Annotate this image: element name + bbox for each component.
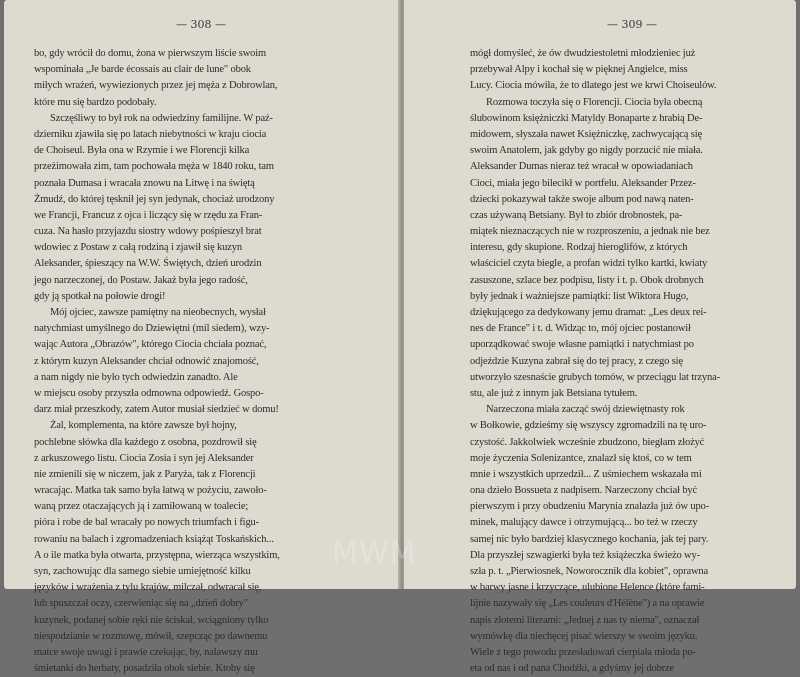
text-line: zasuszone, szlace bez podpisu, listy i t. p. Obok drobnych <box>470 274 704 286</box>
text-line: przeżimowała zim, tam pochowała męża w 1840 roku, tam <box>34 161 274 173</box>
watermark-logo: MWM <box>332 536 417 571</box>
text-line: które mu się bardzo podobały. <box>34 96 157 108</box>
text-line: niespodzianie w rozmowę, mówił, szepcząc po dawnemu <box>34 630 268 642</box>
text-line: midowem, słyszała nawet Księżniczkę, zachwycającą się <box>470 128 702 140</box>
text-line: wdowiec z Postaw z całą rodziną i zjawił się kuzyn <box>34 242 242 254</box>
text-line: a nam nigdy nie było tych odwiedzin zanadto. Ale <box>34 371 238 383</box>
page-number-left: — 308 — <box>176 18 226 31</box>
text-line: natychmiast umyślnego do Dziewiętni (mil siedem), wzy- <box>34 323 270 335</box>
text-line: Żmudź, do której tęsknił jej syn jedynak, chociaż urodzony <box>34 193 275 205</box>
text-line: pióra i robe de bal wracały po nowych triumfach i figu- <box>34 517 260 529</box>
text-line: wracając. Matka tak samo była łatwą w pożyciu, zawoło- <box>34 485 267 497</box>
text-line: poznała Dumasa i wracała znowu na Litwę i na świętą <box>34 177 255 189</box>
text-line: pochlebne słówka dla każdego z osobna, pozdrowił się <box>34 436 257 448</box>
text-line: nes de France" i t. d. Widząc to, mój ojciec postanowił <box>470 323 691 335</box>
page-number-right: — 309 — <box>607 18 657 31</box>
text-line: nie zmienili się w niczem, jak z Paryża, tak z Florencji <box>34 468 256 480</box>
text-line: dziecki pokazywał także swoje album pod nawą naten- <box>470 193 694 205</box>
text-line: Lucy. Ciocia mówiła, że to dlatego jest we krwi Choiseulów. <box>470 80 717 92</box>
text-line: bo, gdy wrócił do domu, żona w pierwszym liście swoim <box>34 48 267 59</box>
text-line: utworzyło szesnaście grubych tomów, w przeciągu lat trzyna- <box>470 371 720 383</box>
text-line: ona dzieło Bossueta z nadpisem. Narzeczony chciał być <box>470 485 698 497</box>
text-line: stu, ale już z innym jak Betsiana tytułem. <box>470 387 638 399</box>
text-line: moje życzenia Solenizantce, znalazł się ktoś, co w tem <box>470 452 692 464</box>
text-line: A o ile matka była otwarta, przystępna, wierząca wszystkim, <box>34 549 280 561</box>
text-line: mnie i wszystkich uprzedził... Z uśmiechem wskazała mi <box>470 468 702 480</box>
text-line: waną przez otaczających ją i zamiłowaną w toalecie; <box>34 501 249 513</box>
text-line: z którym kuzyn Aleksander chciał odnowić znajomość, <box>34 355 259 367</box>
text-line: Cioci, miała jego bilecikł w portfelu. Aleksander Przez- <box>470 177 696 189</box>
text-line: uporządkować swoje własne pamiątki i natychmiast po <box>470 339 694 351</box>
text-line: w Bołkowie, gdzieśmy się wszyscy zgromadzili na tę uro- <box>470 420 707 432</box>
text-line: samej nic było bardziej klasycznego kochania, jak tej pary. <box>470 533 709 545</box>
text-line: Aleksander, śpieszący na W.W. Świętych, dzień urodzin <box>34 258 262 270</box>
text-line: Szczęśliwy to był rok na odwiedziny familijne. W paź- <box>50 112 273 124</box>
text-line: kuzynek, podanej sobie ręki nie ściskał, wciągniony tylko <box>34 614 269 626</box>
text-line: odjeździe Kuzyna zabrał się do tej pracy, z czego się <box>470 355 683 367</box>
text-line: matce swoje uwagi i prawie czekając, by, nalawszy mu <box>34 646 258 658</box>
text-line: ślubowinom księżniczki Matyldy Bonaparte z hrabią De- <box>470 112 703 124</box>
text-line: eta od nas i od pana Chodźki, a gdyśmy jej dobrze <box>470 663 675 675</box>
right-page-text <box>470 46 774 677</box>
text-line: wając Autora „Obrazów", którego Ciocia chciała poznać, <box>34 339 267 351</box>
text-line: Mój ojciec, zawsze pamiętny na nieobecnych, wysłał <box>50 307 266 318</box>
right-page <box>404 0 796 675</box>
text-line: swoim Anatolem, jak gdyby go nigdy porzucić nie miała. <box>470 145 703 157</box>
text-line: właściciel czyta biegle, a profan widzi tylko kartki, kwiaty <box>470 258 708 270</box>
text-line: Narzeczona miała zacząć swój dziewiętnasty rok <box>486 404 685 416</box>
text-line: jego narzeczonej, do Postaw. Jakaż była jego radość, <box>34 274 248 286</box>
text-line: cuza. Na hasło przyjazdu siostry wdowy pośpieszył brat <box>34 226 262 238</box>
text-line: rowaniu na balach i zgromadzeniach książąt Toskańskich... <box>34 533 274 545</box>
text-line: de Choiseul. Była ona w Rzymie i we Florencji kilka <box>34 145 250 157</box>
text-line: gdy ją spotkał na połowie drogi! <box>34 290 166 302</box>
text-line: pierwszym i przy obudzeniu Marynia znalazła już ów upo- <box>470 501 709 513</box>
text-line: przebywał Alpy i kochał się w pięknej Angielce, miss <box>470 64 688 76</box>
text-line: w miejscu osoby przyszła odmowna odpowiedź. Gospo- <box>34 387 264 399</box>
text-line: z arkuszowego listu. Ciocia Zosia i syn jej Aleksander <box>34 452 254 464</box>
text-line: czas używaną Betsiany. Był to zbiór drobnostek, pa- <box>470 209 683 221</box>
text-line: w barwy jasne i krzyczące, ulubione Helence (które fami- <box>470 582 705 594</box>
text-line: minek, malujący dawce i otrzymującą... bo też w rzeczy <box>470 517 698 529</box>
left-page <box>4 0 400 675</box>
text-line: Wiele z tego powodu przesładowań cierpiała młoda po- <box>470 646 696 658</box>
text-line: Rozmowa toczyła się o Florencji. Ciocia była obecną <box>486 96 703 108</box>
text-line: Dla przyszłej szwagierki była też książeczka świeżo wy- <box>470 549 700 561</box>
text-line: interesu, gdy skupione. Rodzaj hieroglifów, z których <box>470 242 688 254</box>
text-line: Aleksander Dumas nieraz też wracał w opowiadaniach <box>470 161 693 173</box>
text-line: języków i wrażenia z tylu krajów, milczał, odwracał się, <box>34 582 262 594</box>
text-line: lub spuszczał oczy, czerwieniąc się na „dzień dobry" <box>34 598 248 610</box>
text-line: miłych wrażeń, wywiezionych przez jej męża z Dobrowlan, <box>34 80 278 92</box>
text-line: napis złotemi literami: „Jednej z nas ty niema", oznaczał <box>470 614 700 626</box>
text-line: we Francji, Francuz z ojca i liczący się w rzędu za Fran- <box>34 209 263 221</box>
text-line: miątek nieznaczących nie w rozproszeniu, a jednak nie bez <box>470 226 710 238</box>
left-page-text <box>34 46 374 677</box>
text-line: mógł domyśleć, że ów dwudziestoletni młodzieniec już <box>470 48 696 59</box>
text-line: dzierniku zjawiła się po latach niebytności w kraju ciocia <box>34 128 267 140</box>
text-line: szła p. t. „Pierwiosnek, Noworocznik dla kobiet", oprawna <box>470 566 709 577</box>
text-line: były jednak i ważniejsze pamiątki: list Wiktora Hugo, <box>470 290 689 302</box>
text-line: wspominała „Je barde écossais au clair de lune" obok <box>34 64 251 76</box>
text-line: lijnie nazywały się „Les couleurs d'Hélène") a na oprawie <box>470 598 705 610</box>
text-line: śmietanki do herbaty, posadziła obok siebie. Ktoby się <box>34 663 255 675</box>
text-line: wymówkę dla niechęcej pisać wierszy w swoim języku. <box>470 630 698 642</box>
text-line: darz miał przeszkody, zatem Autor musiał siedzieć w domu! <box>34 404 279 416</box>
text-line: czystość. Jakkolwiek wcześnie zbudzono, biegłam złożyć <box>470 436 705 448</box>
text-line: syn, zachowując dla samego siebie umiejętność kilku <box>34 566 251 577</box>
text-line: dziękującego za dedykowany jemu dramat: „Les deux rei- <box>470 307 707 318</box>
text-line: Żal, komplementa, na które zawsze był hojny, <box>50 420 237 432</box>
